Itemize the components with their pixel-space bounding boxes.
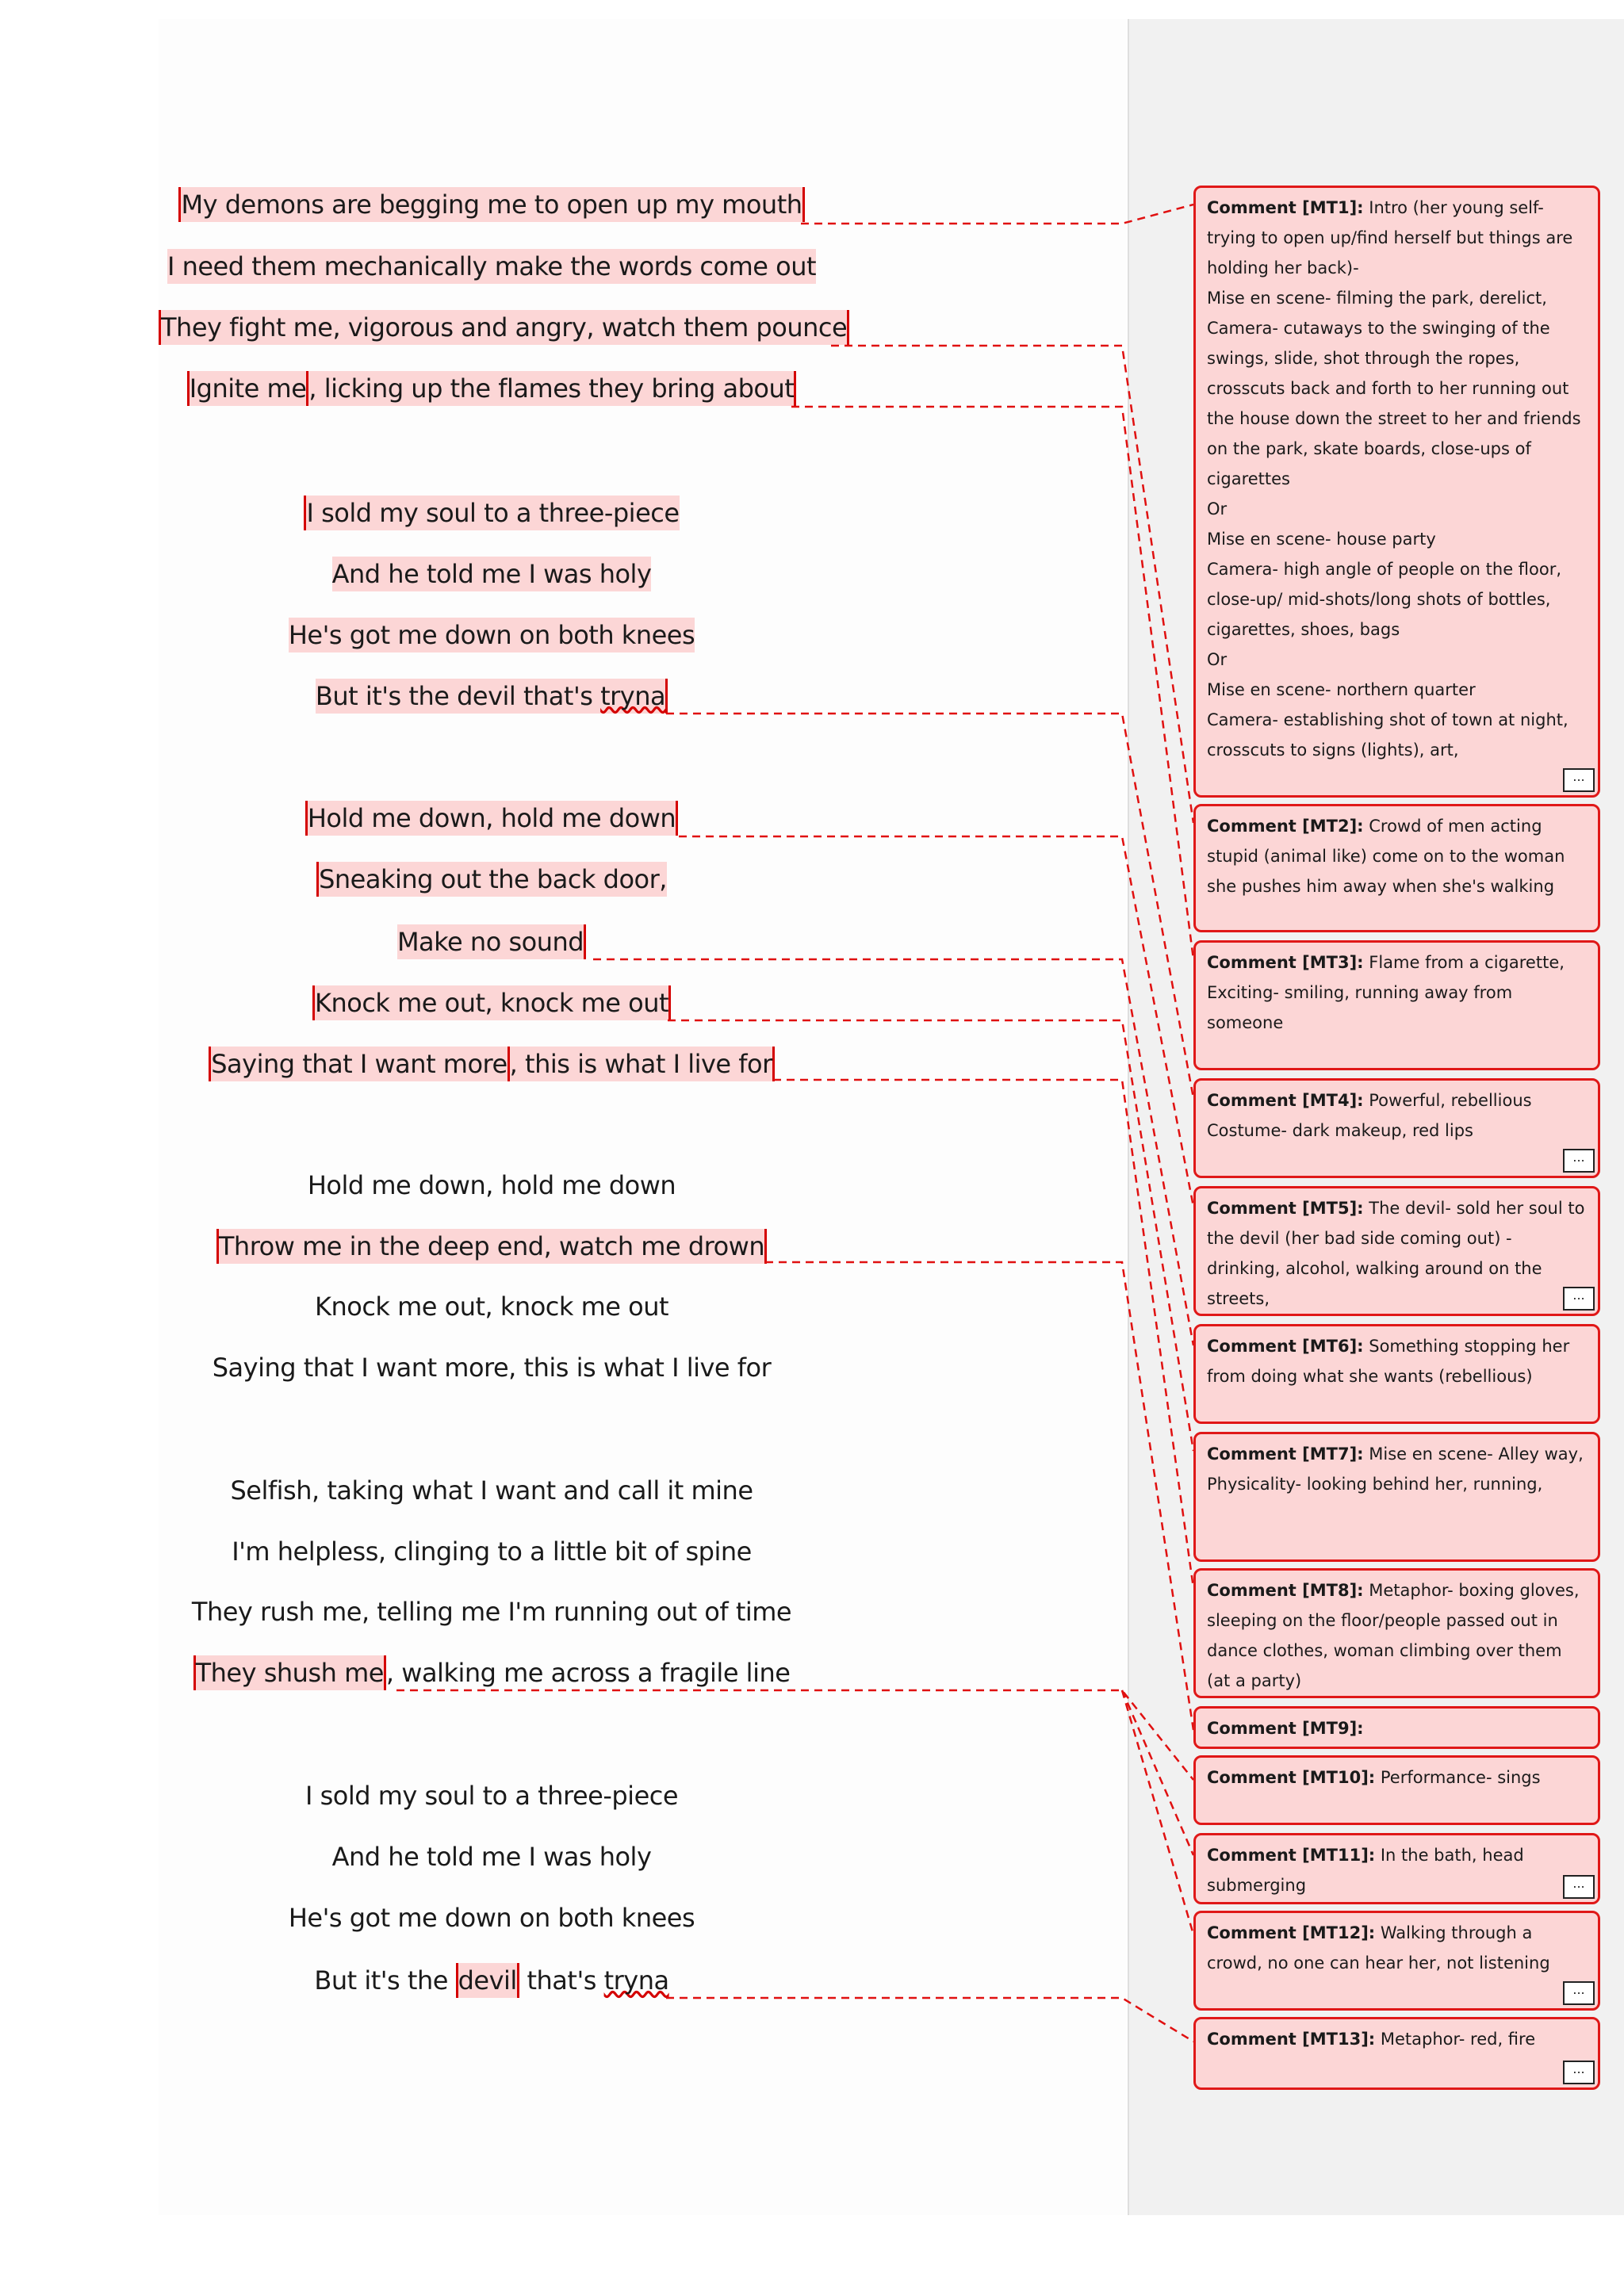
document-body [159,19,1128,2215]
comment-text: Intro (her young self-trying to open up/find herself but things are holding her back)- Mise en scene- filming the park, derelict, Camera- cutaways to the swinging of the swings, slide, shot through the ropes, crosscuts back and forth to her running out the house down the street to her and friends on the park, skate boards, close-ups of cigarettes Or Mise en scene- house party Camera- high angle of people on the floor, close-up/ mid-shots/long shots of bottles, cigarettes, shoes, bags Or Mise en scene- northern quarter Camera- establishing shot of town at night, crosscuts to signs (lights), art, [1207,198,1581,760]
comment-balloon[interactable] [1193,804,1600,932]
comment-balloon[interactable] [1193,1078,1600,1178]
commented-text[interactable]: I sold my soul to a three-piece [304,496,679,530]
commented-text[interactable]: They fight me, vigorous and angry, watch them pounce [159,310,849,345]
comment-text: The devil- sold her soul to the devil (her bad side coming out) - drinking, alcohol, walking around on the streets, [1207,1199,1585,1308]
lyric-line[interactable] [159,493,825,533]
comment-text: Mise en scene- Alley way, Physicality- looking behind her, running, [1207,1445,1584,1494]
lyric-line[interactable] [159,922,825,962]
commented-text[interactable]: devil [456,1963,519,1998]
commented-text[interactable]: But it's the devil that's [316,679,600,714]
expand-comment-button[interactable]: ... [1563,2061,1595,2084]
lyric-line [159,1898,825,1938]
commented-text[interactable]: Saying that I want more [209,1047,509,1081]
commented-text[interactable]: , this is what I live for [510,1047,775,1081]
lyric-line[interactable] [159,615,825,655]
lyric-line[interactable] [159,676,825,716]
expand-comment-button[interactable]: ... [1563,1981,1595,2005]
commented-text[interactable]: He's got me down on both knees [289,618,695,652]
comment-text: Metaphor- boxing gloves, sleeping on the floor/people passed out in dance clothes, woman climbing over them (at a party) [1207,1581,1580,1690]
lyric-line [159,1776,825,1816]
lyric-line [159,1165,825,1205]
commented-text[interactable]: Make no sound [397,924,586,959]
lyric-text: Saying that I want more, this is what I live for [212,1353,772,1383]
lyric-text: Selfish, taking what I want and call it mine [230,1475,753,1506]
comment-balloon[interactable] [1193,1186,1600,1316]
commented-text[interactable]: Sneaking out the back door, [316,862,667,897]
lyric-line [159,1837,825,1877]
lyric-line [159,1532,825,1571]
lyric-text: , walking me across a fragile line [385,1658,791,1688]
lyric-line[interactable] [159,308,848,347]
lyric-line[interactable] [159,983,825,1023]
expand-comment-button[interactable]: ... [1563,1287,1595,1311]
lyric-text: I sold my soul to a three-piece [304,1781,679,1811]
expand-comment-button[interactable]: ... [1563,1875,1595,1899]
comment-label: Comment [MT7]: [1207,1445,1364,1464]
comment-balloon[interactable] [1193,1568,1600,1698]
spelling-flagged-word[interactable]: tryna [600,679,668,714]
commented-text[interactable]: They shush me [193,1655,386,1690]
lyric-line [159,1348,825,1387]
comment-label: Comment [MT8]: [1207,1581,1364,1600]
spelling-flagged-word: tryna [603,1965,669,1996]
comment-balloon[interactable] [1193,1833,1600,1904]
comment-balloon[interactable] [1193,186,1600,798]
commented-text[interactable]: Ignite me [187,371,309,406]
comment-balloon[interactable] [1193,1706,1600,1749]
comment-balloon[interactable] [1193,1432,1600,1562]
lyric-line[interactable] [159,369,825,408]
comment-text: Flame from a cigarette, Exciting- smiling, running away from someone [1207,953,1565,1032]
comment-label: Comment [MT4]: [1207,1091,1364,1110]
comment-balloon[interactable] [1193,1911,1600,2011]
lyric-text: They rush me, telling me I'm running out of time [191,1597,792,1627]
comment-text: Something stopping her from doing what she wants (rebellious) [1207,1337,1570,1386]
lyric-line[interactable] [159,554,825,594]
commented-text[interactable]: I need them mechanically make the words come out [167,249,816,284]
comment-text: Powerful, rebellious Costume- dark makeup, red lips [1207,1091,1532,1140]
lyric-line[interactable] [159,1961,825,2000]
comment-label: Comment [MT13]: [1207,2030,1376,2049]
comment-text: In the bath, head submerging [1207,1846,1524,1895]
comment-label: Comment [MT10]: [1207,1768,1376,1787]
expand-comment-button[interactable]: ... [1563,1149,1595,1173]
lyric-text: He's got me down on both knees [288,1903,695,1933]
comment-label: Comment [MT6]: [1207,1337,1364,1356]
comment-balloon[interactable] [1193,2017,1600,2090]
comment-text: Metaphor- red, fire [1375,2030,1536,2049]
comment-label: Comment [MT12]: [1207,1923,1376,1942]
commented-text[interactable]: , licking up the flames they bring about [308,371,796,406]
commented-text[interactable]: My demons are begging me to open up my mouth [178,187,804,222]
comment-balloon[interactable] [1193,1324,1600,1424]
comment-label: Comment [MT2]: [1207,817,1364,836]
comment-label: Comment [MT11]: [1207,1846,1376,1865]
comment-label: Comment [MT3]: [1207,953,1364,972]
commented-text[interactable]: Knock me out, knock me out [312,985,671,1020]
lyric-text: I'm helpless, clinging to a little bit of spine [232,1536,752,1567]
comment-label: Comment [MT9]: [1207,1719,1364,1738]
lyric-line[interactable] [159,859,825,899]
comment-balloon[interactable] [1193,940,1600,1070]
lyric-line[interactable] [159,185,825,224]
lyric-text: But it's the [314,1965,456,1996]
lyric-line [159,1592,825,1632]
commented-text[interactable]: Throw me in the deep end, watch me drown [216,1229,767,1264]
comment-text: Crowd of men acting stupid (animal like) come on to the woman she pushes him away when she's walking [1207,817,1565,896]
comment-text: Walking through a crowd, no one can hear her, not listening [1207,1923,1550,1973]
comment-balloon[interactable] [1193,1755,1600,1825]
lyric-line[interactable] [159,1044,825,1084]
lyric-text: that's [519,1965,604,1996]
comment-label: Comment [MT5]: [1207,1199,1364,1218]
lyric-line [159,1471,825,1510]
lyric-line[interactable] [159,798,825,838]
comment-label: Comment [MT1]: [1207,198,1364,217]
lyric-line [159,1287,825,1326]
expand-comment-button[interactable]: ... [1563,768,1595,792]
lyric-text: Hold me down, hold me down [307,1170,676,1200]
lyric-line[interactable] [159,1226,825,1266]
lyric-line[interactable] [159,247,825,286]
lyric-text: Knock me out, knock me out [314,1292,669,1322]
comment-text: Performance- sings [1375,1768,1541,1787]
commented-text[interactable]: And he told me I was holy [332,557,652,591]
lyric-line[interactable] [159,1653,825,1693]
lyric-text: And he told me I was holy [331,1842,652,1872]
commented-text[interactable]: Hold me down, hold me down [305,801,678,836]
